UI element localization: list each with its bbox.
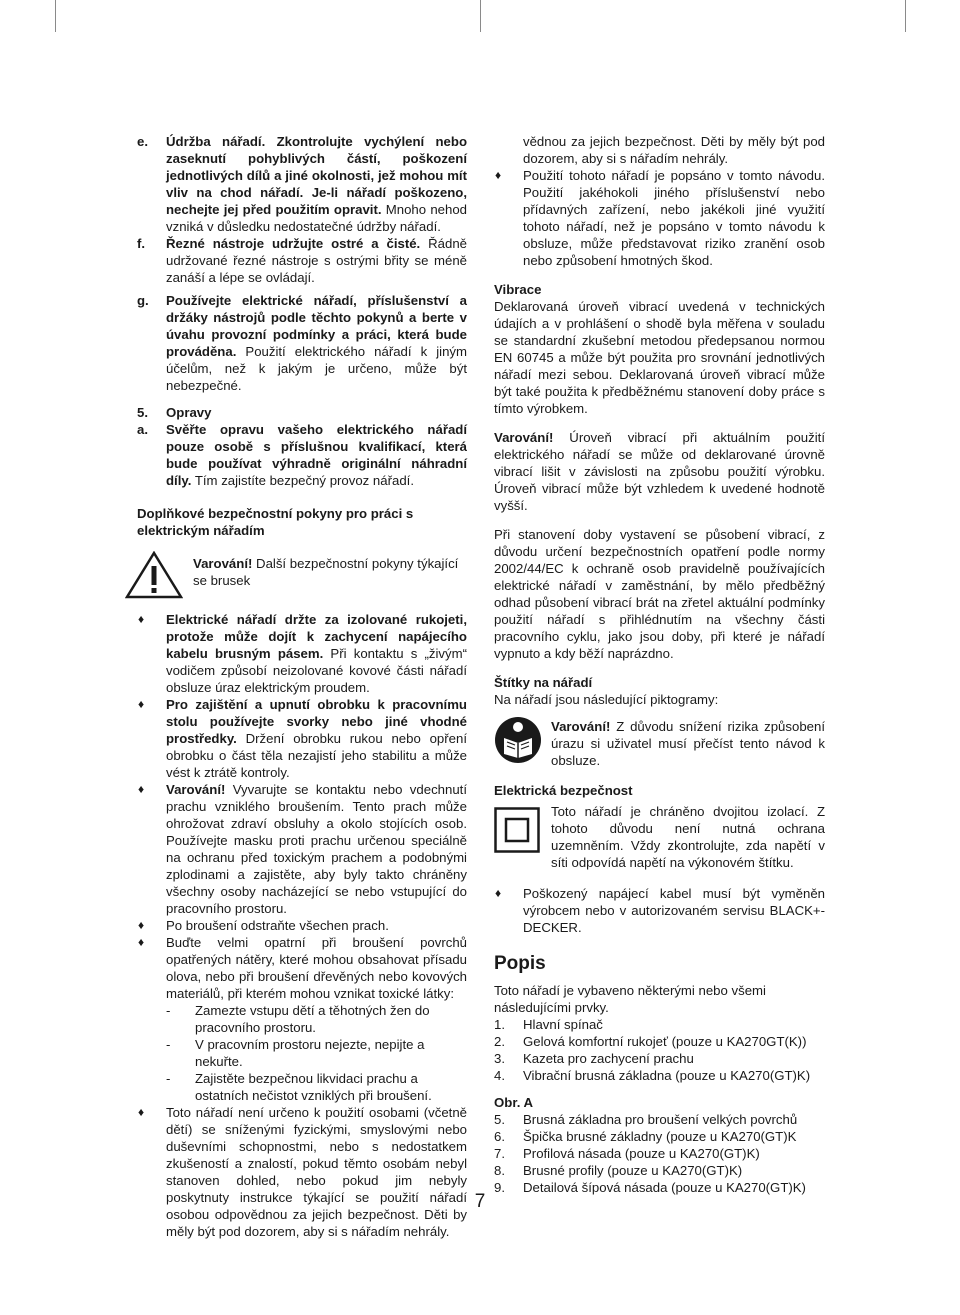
bullet-item	[137, 781, 467, 917]
part-item	[494, 1162, 825, 1179]
warning-label: Varování!	[551, 719, 611, 734]
bullet-item	[137, 1104, 467, 1240]
page-number: 7	[474, 1191, 486, 1212]
bullet-normal-text: Buďte velmi opatrní při broušení povrchů opatřených nátěry, které mohou obsahovat přísadu olova, nebo při broušení dřevěných nebo kovových materiálů, při kterém mohou vznikat toxické látky:	[166, 935, 467, 1001]
dash-list	[137, 1002, 467, 1104]
part-number: 2.	[494, 1034, 505, 1049]
diamond-bullet-icon: ♦	[495, 168, 502, 182]
section-marker: 5.	[137, 405, 148, 420]
continued-text: vědnou za jejich bezpečnost. Děti by měly být pod dozorem, aby si s nářadím nehrály.	[523, 134, 825, 166]
part-number: 3.	[494, 1051, 505, 1066]
bullet-bold-text: Varování!	[166, 782, 226, 797]
item-bold-text: Používejte elektrické nářadí, příslušenství a držáky nástrojů podle těchto pokynů a berte v úvahu provozní podmínky a práci, která bude prováděna.	[166, 293, 467, 359]
warning-label: Varování!	[494, 430, 554, 445]
parts-list	[494, 1016, 825, 1084]
bullet-normal-text: Držení obrobku rukou nebo opření obrobku o část těla nezajistí jeho stabilitu a může vést k ztrátě kontroly.	[166, 731, 467, 780]
diamond-bullet-icon: ♦	[138, 918, 145, 932]
part-item	[494, 1128, 825, 1145]
right-column	[494, 133, 825, 1196]
item-e	[137, 133, 467, 235]
paragraph: Na nářadí jsou následující piktogramy:	[494, 692, 719, 707]
item-g	[137, 292, 467, 394]
diamond-bullet-icon: ♦	[138, 612, 145, 626]
part-number: 5.	[494, 1112, 505, 1127]
part-number: 8.	[494, 1163, 505, 1178]
dash-text: Zajistěte bezpečnou likvidaci prachu a ostatních nečistot vzniklých při broušení.	[195, 1071, 432, 1103]
dash-marker: -	[166, 1071, 171, 1086]
section-heading: Doplňkové bezpečnostní pokyny pro práci s elektrickým nářadím	[137, 506, 414, 538]
bullet-text	[166, 611, 467, 696]
bullet-text	[166, 917, 467, 934]
dash-text: V pracovním prostoru nejezte, nepijte a nekuřte.	[195, 1037, 425, 1069]
part-item	[494, 1016, 825, 1033]
warning-label: Varování!	[193, 556, 253, 571]
insulation-text: Toto nářadí je chráněno dvojitou izolací. Z tohoto důvodu není nutná ochrana uzemněním. Vždy zkontrolujte, zda napětí v síti odpovídá napětí na výkonovém štítku.	[551, 804, 825, 870]
part-number: 7.	[494, 1146, 505, 1161]
bullet-list	[137, 611, 467, 1002]
item-marker: g.	[137, 293, 149, 308]
part-number: 4.	[494, 1068, 505, 1083]
bullet-normal-text: Vyvarujte se kontaktu nebo vdechnutí prachu vzniklého broušením. Tento prach může ohrožovat zdraví obsluhy a okolo stojících osob. Používejte masku proti prachu určenou speciálně na ochranu před toxickým prachem a podobnými zplodinami a zajistěte, aby byly takto chráněny všechny osoby nacházející se nebo vstupující do pracovního prostoru.	[166, 782, 467, 916]
item-text	[166, 235, 467, 286]
part-text: Detailová šípová násada (pouze u KA270(GT)K)	[523, 1180, 806, 1195]
bullet-text	[166, 934, 467, 1002]
bullet-item	[494, 167, 825, 269]
item-text	[166, 421, 467, 489]
part-text: Profilová násada (pouze u KA270(GT)K)	[523, 1146, 760, 1161]
part-item	[494, 1050, 825, 1067]
paragraph: Deklarovaná úroveň vibrací uvedená v technických údajích a v prohlášení o shodě byla měřena v souladu se standardní zkušební metodou předepsanou normou EN 60745 a může být použita pro srovnání jednotlivých nářadí mezi sebou. Deklarovaná úroveň vibrací může být také použita k předběžnému stanovení doby práce s tímto výrobkem.	[494, 299, 825, 416]
warning-body: Další bezpečnostní pokyny týkající se brusek	[193, 556, 459, 588]
crop-mark-right	[905, 0, 906, 32]
item-f	[137, 235, 467, 286]
item-normal-text: Mnoho nehod vzniká v důsledku nedostatečné údržby nářadí.	[166, 202, 467, 234]
bullet-item	[494, 885, 825, 936]
diamond-bullet-icon: ♦	[138, 935, 145, 949]
manual-warning-text	[551, 718, 825, 769]
part-text: Brusné profily (pouze u KA270(GT)K)	[523, 1163, 743, 1178]
part-text: Kazeta pro zachycení prachu	[523, 1051, 694, 1066]
left-column	[137, 133, 467, 1240]
part-text: Hlavní spínač	[523, 1017, 603, 1032]
insulation-block	[494, 805, 825, 879]
bullet-text	[166, 781, 467, 917]
bullet-text	[166, 696, 467, 781]
bullet-item	[137, 696, 467, 781]
paragraph: Toto nářadí je vybaveno některými nebo všemi následujícími prvky.	[494, 983, 766, 1015]
item-marker: a.	[137, 422, 148, 437]
part-number: 6.	[494, 1129, 505, 1144]
diamond-bullet-icon: ♦	[138, 782, 145, 796]
parts-list-figure-a	[494, 1111, 825, 1196]
bullet-text: Použití tohoto nářadí je popsáno v tomto návodu. Použití jakéhokoli jiného příslušenství nebo přídavných zařízení, nebo jakékoli jiné využití tohoto nářadí, než je popsáno v tomto návodu k obsluze, může představovat riziko zranění osob nebo způsobení hmotných škod.	[523, 168, 825, 268]
item-normal-text: Použití elektrického nářadí k jiným účelům, než k jakým je určeno, může být nebezpečné.	[166, 344, 467, 393]
section-heading: Štítky na nářadí	[494, 675, 593, 690]
warning-body: Z důvodu snížení rizika způsobení úrazu si uživatel musí přečíst tento návod k obsluze.	[551, 719, 825, 768]
bullet-text: Poškozený napájecí kabel musí být vyměněn výrobcem nebo v autorizovaném servisu BLACK+-DECKER.	[523, 886, 825, 935]
dash-marker: -	[166, 1037, 171, 1052]
section-heading: Elektrická bezpečnost	[494, 783, 633, 798]
section-title-popis: Popis	[494, 953, 546, 974]
part-item	[494, 1145, 825, 1162]
diamond-bullet-icon: ♦	[138, 1105, 145, 1119]
bullet-normal-text: Po broušení odstraňte všechen prach.	[166, 918, 389, 933]
dash-item	[137, 1002, 467, 1036]
warning-block	[137, 555, 467, 599]
paragraph	[494, 429, 825, 514]
item-marker: f.	[137, 236, 146, 251]
part-item	[494, 1111, 825, 1128]
item-a	[137, 421, 467, 489]
manual-block	[494, 718, 825, 772]
item-text	[166, 292, 467, 394]
dash-text: Zamezte vstupu dětí a těhotných žen do pracovního prostoru.	[195, 1003, 430, 1035]
warning-triangle-icon	[125, 551, 183, 603]
item-text	[166, 133, 467, 235]
warning-body: Úroveň vibrací při aktuálním použití elektrického nářadí se může od deklarované úrovně vibrací lišit v závislosti na způsobu použití výrobku. Úroveň vibrací může být vzhledem k uvedené hodnotě vyšší.	[494, 430, 825, 513]
section-title: Opravy	[166, 405, 212, 420]
part-item	[494, 1033, 825, 1050]
item-bold-text: Svěřte opravu vašeho elektrického nářadí pouze osobě s příslušnou kvalifikací, která bude používat výhradně originální náhradní díly.	[166, 422, 467, 488]
bullet-item	[137, 917, 467, 934]
bullet-text: Toto nářadí není určeno k použití osobami (včetně dětí) se sníženými fyzickými, smyslovými nebo duševními schopnostmi, nebo s nedostatkem zkušeností a znalostí, pokud těmto osobám nebyl stanoven dohled, nebo pokud jim nebyly poskytnuty instrukce týkající se použití nářadí osobou odpovědnou za jejich bezpečnost. Děti by měly být pod dozorem, aby si s nářadím nehrály.	[166, 1105, 467, 1239]
item-bold-text: Řezné nástroje udržujte ostré a čisté.	[166, 236, 421, 251]
diamond-bullet-icon: ♦	[138, 697, 145, 711]
part-text: Špička brusné základny (pouze u KA270(GT)K	[523, 1129, 797, 1144]
bullet-bold-text: Elektrické nářadí držte za izolované rukojeti, protože může dojít k zachycení napájecího kabelu brusným pásem.	[166, 612, 467, 661]
section-heading: Vibrace	[494, 282, 542, 297]
bullet-bold-text: Pro zajištění a upnutí obrobku k pracovnímu stolu používejte svorky nebo jiné vhodné prostředky.	[166, 697, 467, 746]
bullet-normal-text: Při kontaktu s „živým“ vodičem způsobí neizolované kovové části nářadí obsluze úraz elektrickým proudem.	[166, 646, 467, 695]
part-number: 9.	[494, 1180, 505, 1195]
crop-mark-left	[55, 0, 56, 32]
paragraph: Při stanovení doby vystavení se působení vibrací, z důvodu určení bezpečnostních opatření podle normy 2002/44/EC k ochraně osob pravidelně používajících elektrické nářadí v zaměstnání, by mělo předběžný odhad působení vibrací brát na zřetel aktuální podmínky použití nářadí s přihlédnutím na všechny části pracovního cyklu, jako jsou doby, při které je nářadí vypnuto a kdy běží naprázdno.	[494, 527, 825, 661]
figure-label: Obr. A	[494, 1095, 534, 1110]
dash-marker: -	[166, 1003, 171, 1018]
bullet-item	[137, 611, 467, 696]
item-bold-text: Údržba nářadí. Zkontrolujte vychýlení nebo zaseknutí pohyblivých částí, poškození jednotlivých dílů a jiné okolnosti, jež mohou mít vliv na chod nářadí. Je-li nářadí poškozeno, nechejte jej před použitím opravit.	[166, 134, 467, 217]
part-text: Gelová komfortní rukojeť (pouze u KA270GT(K))	[523, 1034, 807, 1049]
item-normal-text: Tím zajistíte bezpečný provoz nářadí.	[191, 473, 414, 488]
bullet-item	[137, 934, 467, 1002]
part-number: 1.	[494, 1017, 505, 1032]
dash-item	[137, 1070, 467, 1104]
crop-mark-center	[480, 0, 481, 32]
item-normal-text: Řádně udržované řezné nástroje s ostrými břity se méně zanáší a lépe se ovládají.	[166, 236, 467, 285]
double-insulation-icon	[494, 807, 540, 857]
warning-text	[193, 555, 467, 589]
dash-item	[137, 1036, 467, 1070]
part-text: Brusná základna pro broušení velkých povrchů	[523, 1112, 798, 1127]
diamond-bullet-icon: ♦	[495, 886, 502, 900]
section-5	[137, 404, 467, 421]
part-item	[494, 1067, 825, 1084]
part-text: Vibrační brusná základna (pouze u KA270(GT)K)	[523, 1068, 811, 1083]
item-marker: e.	[137, 134, 148, 149]
read-manual-icon	[494, 716, 542, 768]
